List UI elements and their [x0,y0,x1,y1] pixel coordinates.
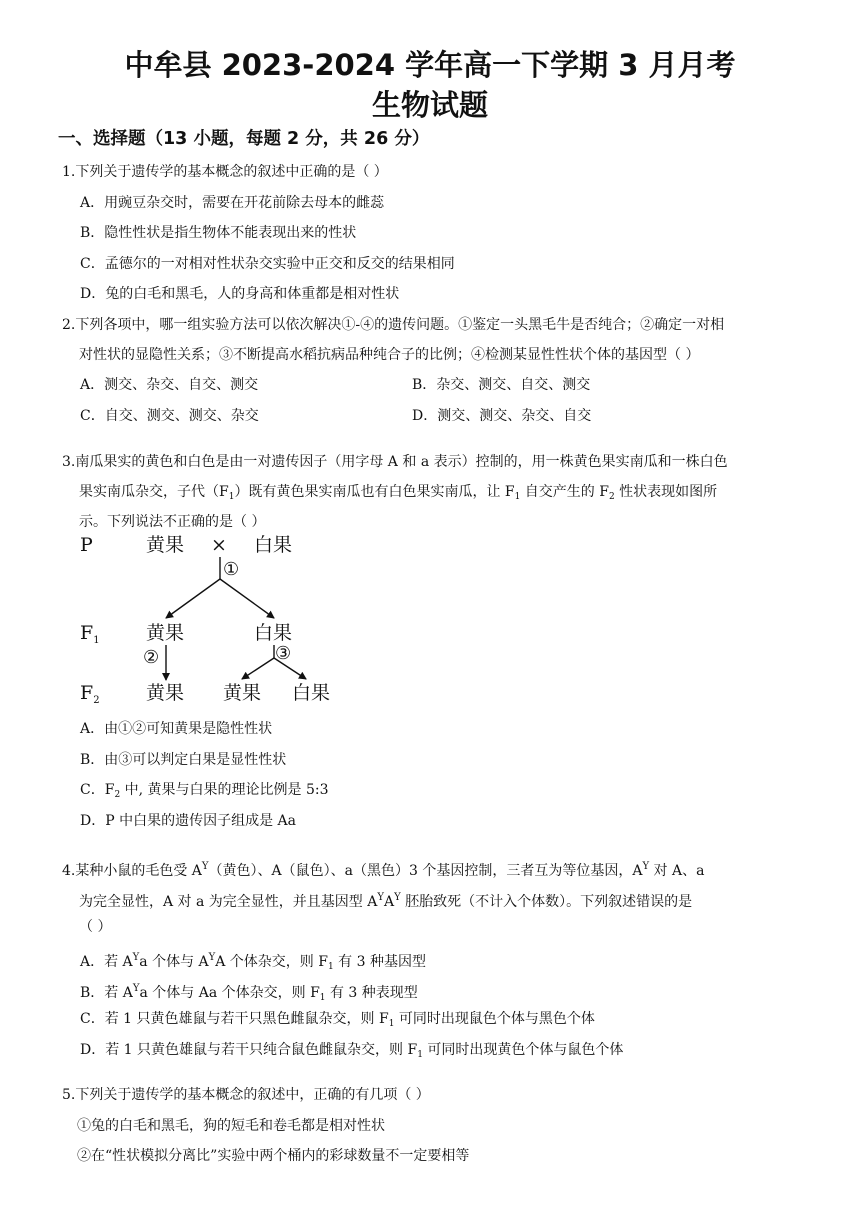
q4c-text: C．若 1 只黄色雄鼠与若干只黑色雌鼠杂交，则 F [80,1011,389,1027]
page-title-line1: 中牟县 2023-2024 学年高一下学期 3 月月考 [124,48,736,82]
q3-sub: 2 [608,492,615,502]
question-1-option-b: B．隐性性状是指生物体不能表现出来的性状 [80,225,357,241]
question-5-item-1: ①兔的白毛和黑毛，狗的短毛和卷毛都是相对性状 [77,1118,385,1134]
q4b-text: B．若 A [80,985,133,1001]
q4a-text: a 个体与 A [139,954,209,970]
generation-label-p: P [80,534,93,556]
q4a-text: 有 3 种基因型 [333,954,426,970]
q4a-sup: Y [208,952,216,963]
q3-text: 性状表现如图所 [614,484,718,500]
q3c-sub: 2 [114,790,121,800]
genetics-cross-diagram [70,527,370,717]
q4c-sub: 1 [388,1019,395,1029]
page-title-line2: 生物试题 [371,88,488,122]
q3-text: 果实南瓜杂交，子代（F [79,484,229,500]
question-4-option-a [80,948,426,977]
cross-symbol: × [211,534,227,556]
q3c-text: 中, 黄果与白果的理论比例是 5:3 [120,782,329,798]
question-2-option-c: C．自交、测交、测交、杂交 [80,408,259,424]
q4-sup: Y [201,861,209,872]
q4a-sup: Y [132,952,140,963]
question-4-option-b [80,979,418,1008]
question-5-item-2: ②在“性状模拟分离比”实验中两个桶内的彩球数量不一定要相等 [77,1148,470,1164]
f1-yellow-fruit: 黄果 [146,622,185,644]
question-4-stem-line3: （ ） [79,919,112,935]
question-3-option-a: A．由①②可知黄果是隐性性状 [80,721,273,737]
q3-text: ）既有黄色果实南瓜也有白色果实南瓜，让 F [234,484,515,500]
f1-letter: F [80,622,94,644]
step-1-label: ① [223,559,240,580]
question-2-stem-line1: 2.下列各项中，哪一组实验方法可以依次解决①-④的遗传问题。①鉴定一头黑毛牛是否纯合；②确定一对相 [62,317,725,333]
f2-yellow-fruit-1: 黄果 [146,682,185,704]
q4-text: A [383,894,395,910]
question-3-stem-line3: 示。下列说法不正确的是（ ） [79,514,266,530]
step-2-label: ② [143,647,160,668]
q4-text: （黄色）、A（鼠色）、a（黑色）3 个基因控制，三者互为等位基因，A [208,863,643,879]
q4-text: 对 A、a [649,863,705,879]
q4-sup: Y [377,892,384,903]
f2-letter: F [80,682,94,704]
question-4-stem-line1 [62,857,704,881]
question-1-stem: 1.下列关于遗传学的基本概念的叙述中正确的是（ ） [62,164,388,180]
question-4-stem-line2 [79,888,692,912]
question-4-option-c [80,1009,595,1034]
question-2-option-a: A．测交、杂交、自交、测交 [80,377,259,393]
question-2-stem-line2: 对性状的显隐性关系；③不断提高水稻抗病品种纯合子的比例；④检测某显性性状个体的基因型（ ） [79,347,700,363]
question-2-option-b: B．杂交、测交、自交、测交 [412,377,591,393]
q3c-text: C．F [80,782,115,798]
q4b-text: a 个体与 Aa 个体杂交，则 F [139,985,320,1001]
question-1-option-c: C．孟德尔的一对相对性状杂交实验中正交和反交的结果相同 [80,256,455,272]
question-3-stem-line2 [79,482,717,507]
arrow-to-f2-yellow [242,658,274,679]
q4a-text: A．若 A [80,954,133,970]
f1-white-fruit: 白果 [254,622,293,644]
f2-yellow-fruit-2: 黄果 [223,682,262,704]
q3-sub: 1 [228,492,235,502]
question-3-stem-line1: 3.南瓜果实的黄色和白色是由一对遗传因子（用字母 A 和 a 表示）控制的，用一株黄色果实南瓜和一株白色 [62,454,728,470]
p-white-fruit: 白果 [254,534,293,556]
p-yellow-fruit: 黄果 [146,534,185,556]
question-3-option-c [80,780,329,805]
f1-subscript: 1 [93,635,100,646]
q4-text: 为完全显性，A 对 a 为完全显性，并且基因型 A [79,894,378,910]
q4a-sub: 1 [327,962,334,972]
question-3-option-d: D．P 中白果的遗传因子组成是 Aa [80,813,297,829]
f2-subscript: 2 [93,695,100,706]
question-1-option-a: A．用豌豆杂交时，需要在开花前除去母本的雌蕊 [80,195,385,211]
f2-white-fruit: 白果 [292,682,331,704]
question-3-option-b: B．由③可以判定白果是显性性状 [80,752,287,768]
q3-sub: 1 [514,492,521,502]
q3-text: 自交产生的 F [520,484,609,500]
q4d-text: 可同时出现黄色个体与鼠色个体 [422,1042,624,1058]
q4b-text: 有 3 种表现型 [325,985,418,1001]
arrow-to-f1-white [220,579,274,618]
q4-text: 4.某种小鼠的毛色受 A [62,863,202,879]
q4b-sub: 1 [319,993,326,1003]
question-5-stem: 5.下列关于遗传学的基本概念的叙述中，正确的有几项（ ） [62,1087,430,1103]
q4-sup: Y [642,861,650,872]
q4d-text: D．若 1 只黄色雄鼠与若干只纯合鼠色雌鼠杂交，则 F [80,1042,418,1058]
generation-label-f1 [80,622,100,646]
question-4-option-d [80,1040,623,1065]
generation-label-f2 [80,682,100,706]
q4a-text: A 个体杂交，则 F [215,954,328,970]
q4-sup: Y [394,892,401,903]
q4-text: 胚胎致死（不计入个体数）。下列叙述错误的是 [400,894,693,910]
q4b-sup: Y [132,983,140,994]
question-1-option-d: D．兔的白毛和黑毛，人的身高和体重都是相对性状 [80,286,400,302]
question-2-option-d: D．测交、测交、杂交、自交 [412,408,592,424]
q4d-sub: 1 [417,1050,423,1060]
step-3-label: ③ [275,643,292,664]
arrow-to-f1-yellow [166,579,220,618]
q4c-text: 可同时出现鼠色个体与黑色个体 [394,1011,595,1027]
section-heading: 一、选择题（13 小题，每题 2 分，共 26 分） [58,129,430,149]
